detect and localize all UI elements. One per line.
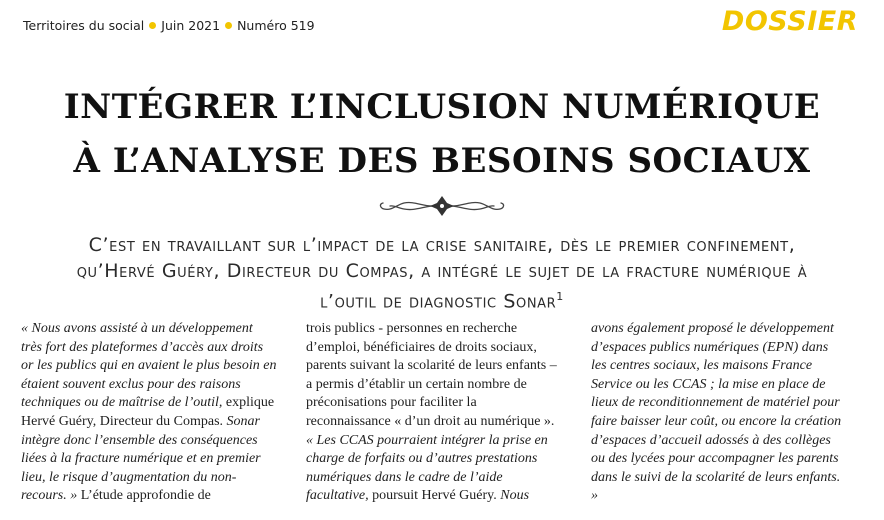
fleuron-ornament-icon — [374, 193, 510, 219]
body-column-3 — [591, 320, 847, 506]
publication-name: Territoires du social — [23, 17, 145, 33]
text-run: explique Hervé Guéry, Directeur du Compas. — [21, 395, 275, 429]
footnote-ref: 1 — [556, 290, 564, 303]
title-line-2: À L’ANALYSE DES BESOINS SOCIAUX — [73, 141, 811, 181]
issue-date: Juin 2021 — [161, 17, 221, 33]
quote-run: « Nous avons assisté à un développement très fort des plateformes d’accès aux droits or les publics qui en avaient le plus besoin en étaient souvent exclus pour des raisons techniques ou de maîtrise de l’outil, — [21, 321, 277, 411]
body-column-2 — [306, 320, 562, 506]
quote-run: Nous — [500, 488, 530, 504]
text-run: L’étude approfondie de — [77, 488, 211, 504]
running-header — [23, 14, 315, 36]
section-label: DOSSIER — [721, 6, 858, 37]
quote-run: « Les CCAS pourraient intégrer la prise en charge de forfaits ou d’autres prestations numériques dans le cadre de l’aide facultative, — [306, 432, 548, 504]
body-column-1 — [21, 320, 277, 506]
text-run: trois publics - personnes en recherche d’emploi, bénéficiaires de droits sociaux, parents suivant la scolarité de leurs enfants – a permis d’établir un certain nombre de préconisations pour faciliter la reconnaissance « d’un droit au numérique ». — [306, 321, 557, 429]
quote-run: avons également proposé le développement d’espaces publics numériques (EPN) dans les centres sociaux, les maisons France Service ou les CCAS ; la mise en place de lieux de reconditionnement de matériel pour faire baisser leur coût, ou encore la création d’espaces d’accueil adossés à des collèges ou des lycées pour accompagner les parents dans le suivi de la scolarité de leurs enfants. » — [591, 321, 842, 504]
issue-number: Numéro 519 — [237, 17, 315, 33]
article-lead — [60, 232, 824, 314]
quote-run: Sonar intègre donc l’ensemble des conséquences liées à la fracture numérique et en premier lieu, le risque d’augmentation du non-recours. » — [21, 413, 261, 504]
lead-text: C’est en travaillant sur l’impact de la crise sanitaire, dès le premier confinement, qu’Hervé Guéry, Directeur du Compas, a intégré le sujet de la fracture numérique à l’outil de diagnostic Sonar — [76, 234, 808, 313]
text-run: poursuit Hervé Guéry. — [368, 488, 501, 504]
title-line-1: INTÉGRER L’INCLUSION NUMÉRIQUE — [63, 87, 821, 127]
bullet-dot-icon — [225, 22, 232, 29]
article-title — [0, 80, 884, 188]
bullet-dot-icon — [149, 22, 156, 29]
